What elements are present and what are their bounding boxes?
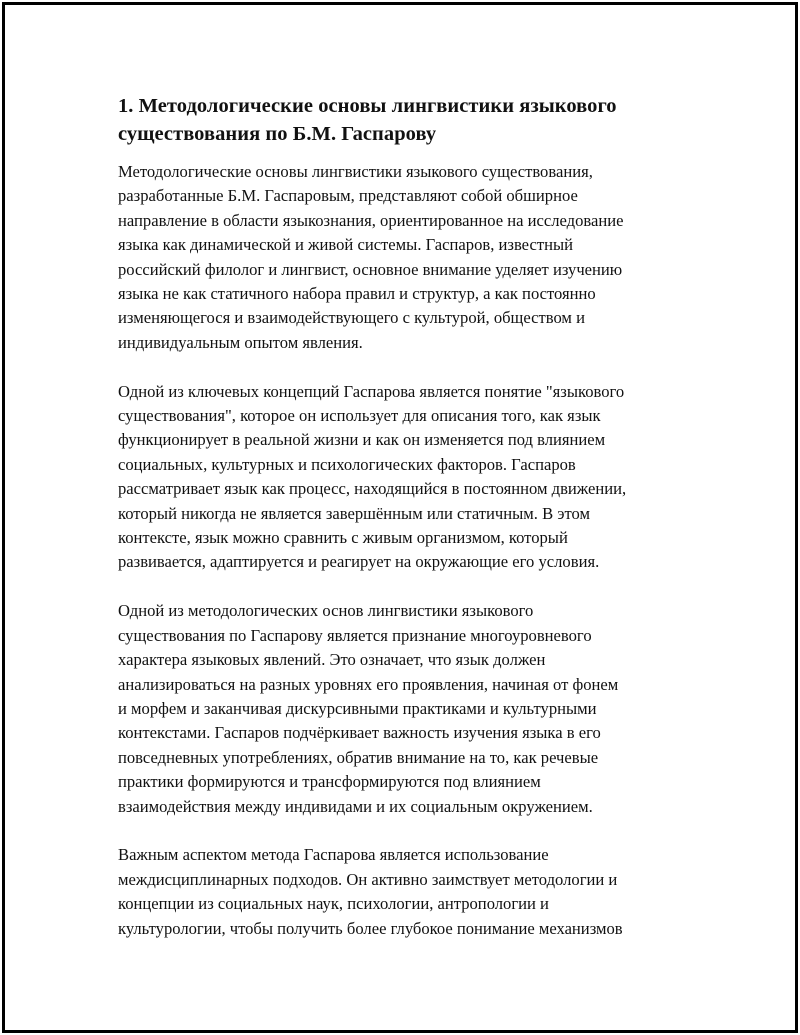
- paragraph-2: Одной из ключевых концепций Гаспарова является понятие "языкового существования", которое он использует для описания того, как язык функционирует в реальной жизни и как он изменяется под влиянием социальных, культурных и психологических факторов. Гаспаров рассматривает язык как процесс, находящийся в постоянном движении, который никогда не является завершённым или статичным. В этом контексте, язык можно сравнить с живым организмом, который развивается, адаптируется и реагирует на окружающие его условия.: [118, 381, 627, 572]
- paragraph-3: Одной из методологических основ лингвистики языкового существования по Гаспарову является признание многоуровневого характера языковых явлений. Это означает, что язык должен анализироваться на разных уровнях его проявления, начиная от фонем и морфем и заканчивая дискурсивными практиками и культурными контекстами. Гаспаров подчёркивает важность изучения языка в его повседневных употреблениях, обратив внимание на то, как речевые практики формируются и трансформируются под влиянием взаимодействия между индивидами и их социальным окружением.: [118, 601, 619, 816]
- section-heading: 1. Методологические основы лингвистики языкового существования по Б.М. Гаспарову: [118, 95, 617, 145]
- paragraph-1: Методологические основы лингвистики языкового существования, разработанные Б.М. Гаспаровым, представляют собой обширное направление в области языкознания, ориентированное на исследование языка как динамической и живой системы. Гаспаров, известный российский филолог и лингвист, основное внимание уделяет изучению языка не как статичного набора правил и структур, а как постоянно изменяющегося и взаимодействующего с культурой, обществом и индивидуальным опытом явления.: [118, 162, 624, 352]
- document-body: [118, 92, 690, 965]
- paragraph-4: Важным аспектом метода Гаспарова является использование междисциплинарных подходов. Он активно заимствует методологии и концепции из социальных наук, психологии, антропологии и культурологии, чтобы получить более глубокое понимание механизмов: [118, 845, 623, 938]
